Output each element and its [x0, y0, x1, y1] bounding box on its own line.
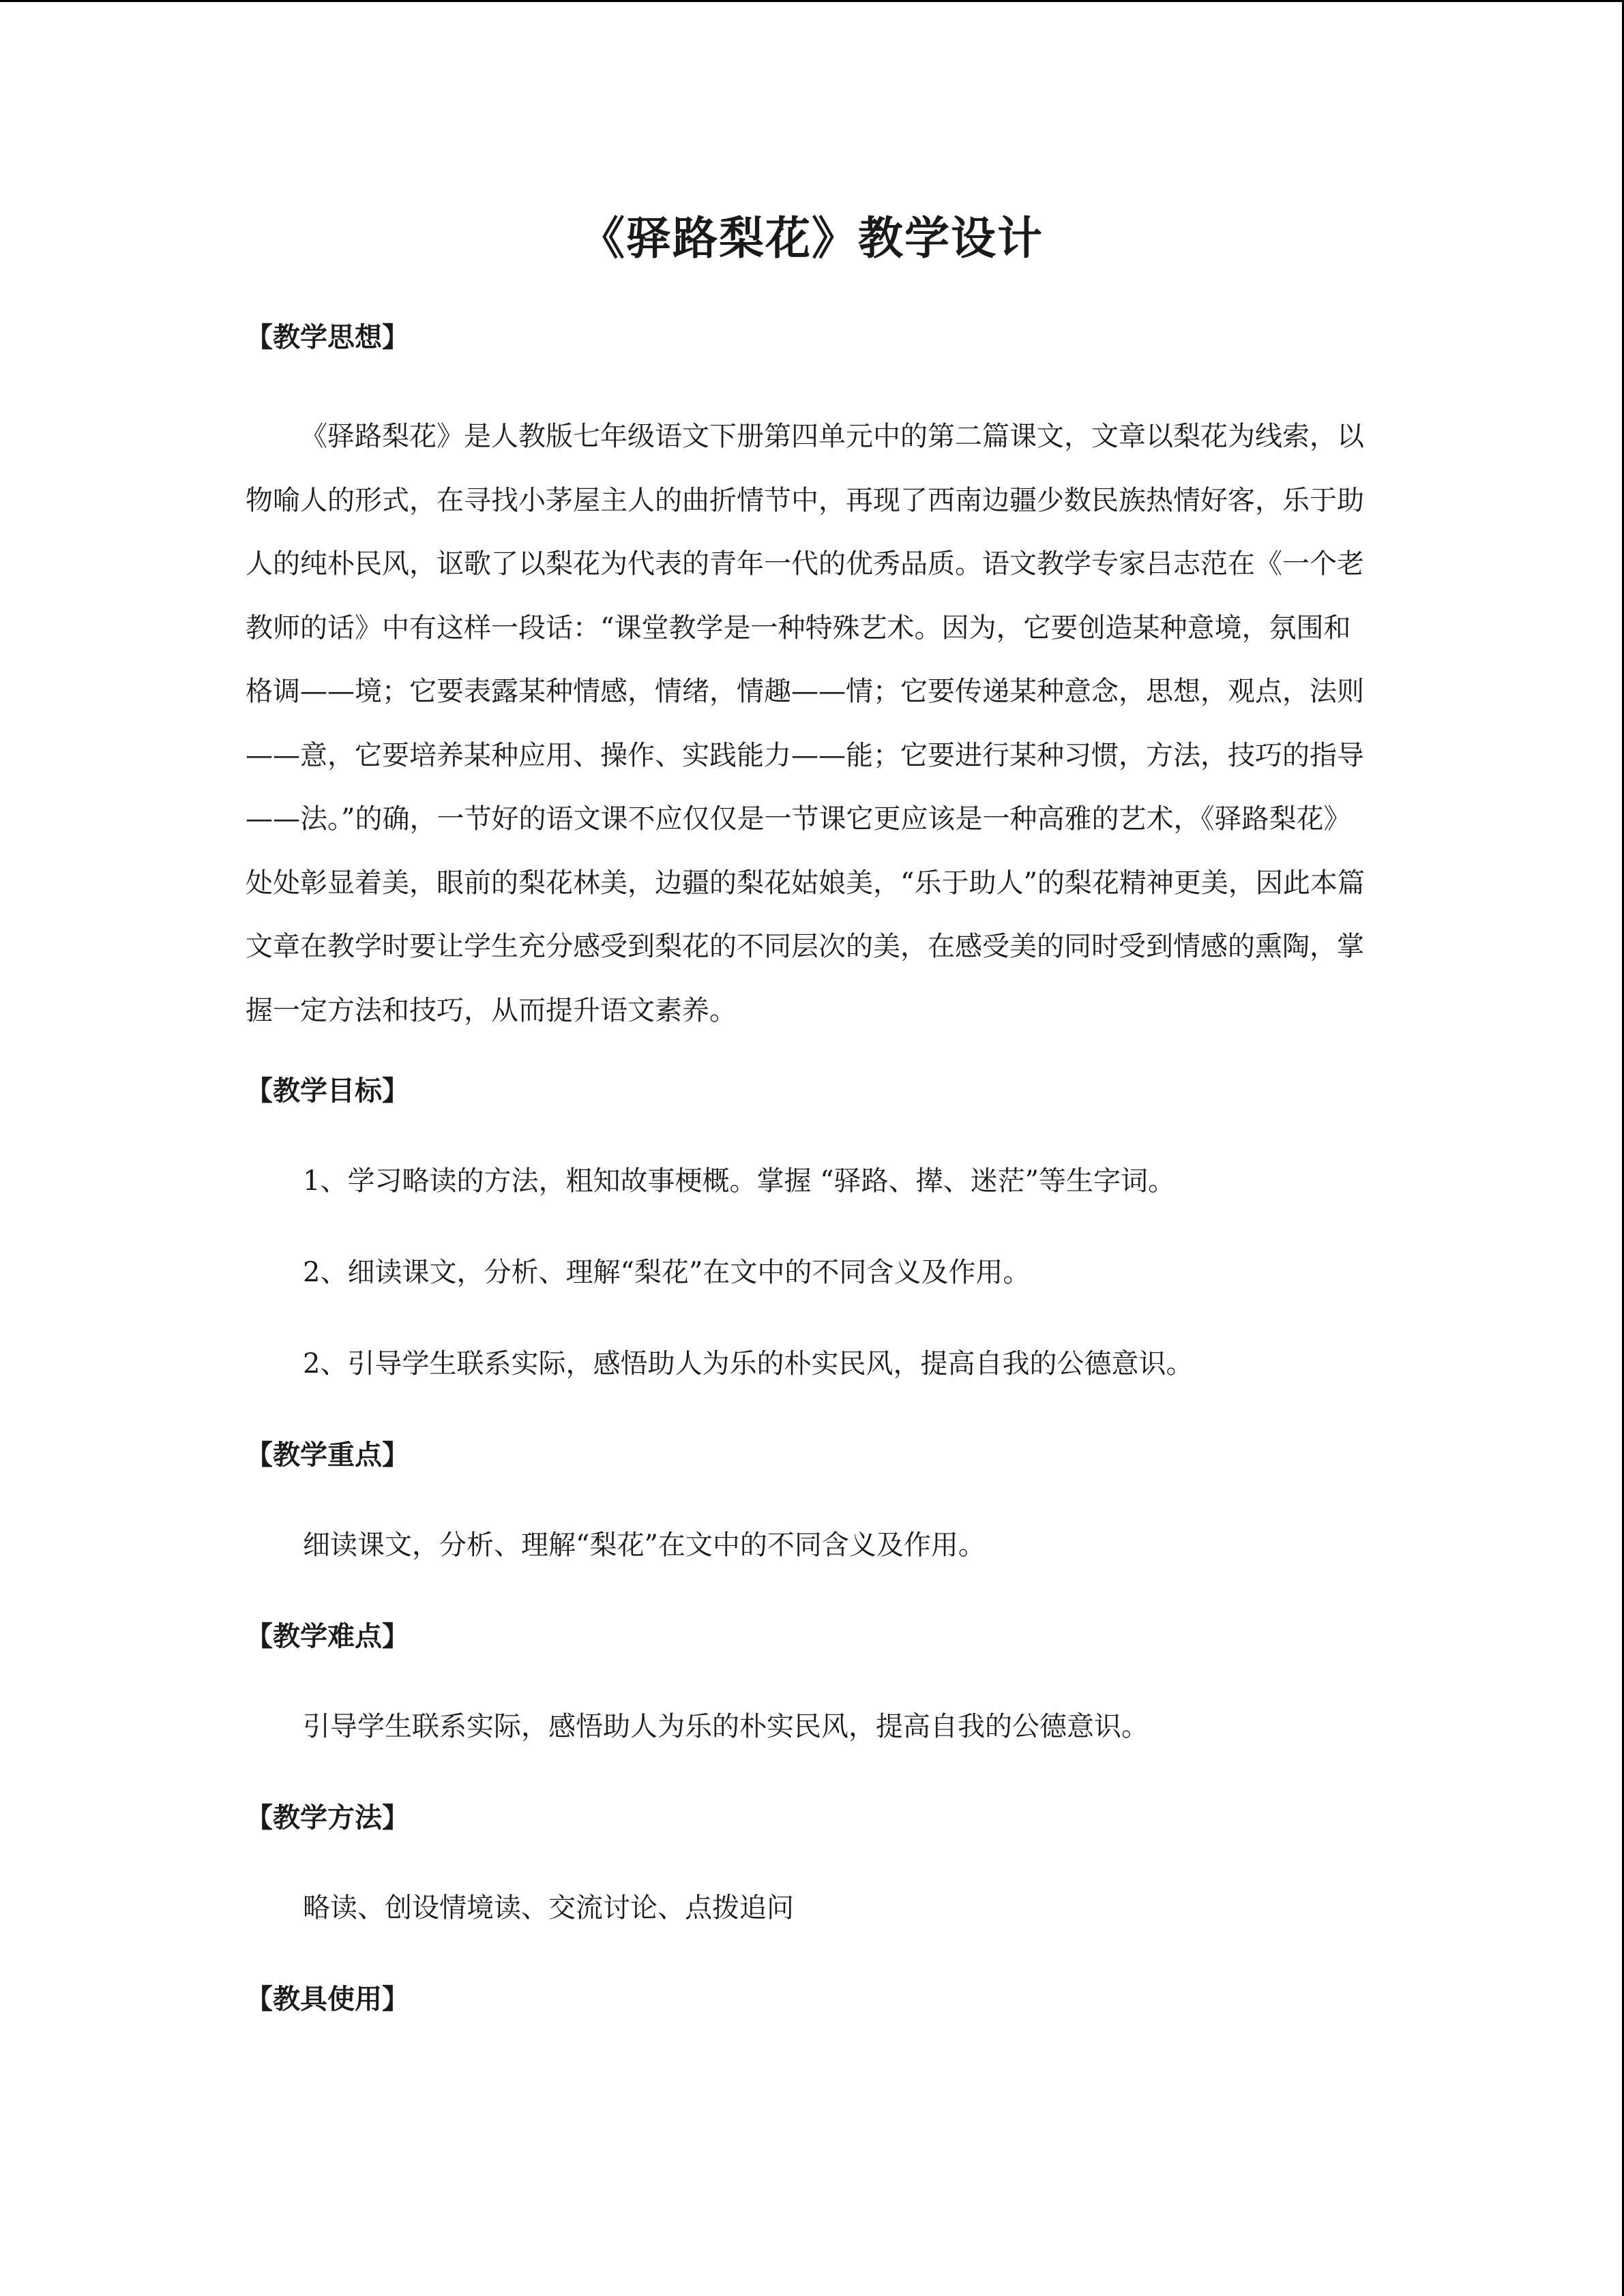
heading-teaching-thought: 【教学思想】: [246, 322, 409, 353]
goal-item-3: 2、引导学生联系实际，感悟助人为乐的朴实民风，提高自我的公德意识。: [303, 1348, 1194, 1380]
document-title: 《驿路梨花》教学设计: [580, 212, 1044, 265]
key-points-text: 细读课文，分析、理解“梨花”在文中的不同含义及作用。: [303, 1530, 986, 1561]
heading-tools: 【教具使用】: [246, 1984, 409, 2015]
methods-text: 略读、创设情境读、交流讨论、点拨追问: [303, 1892, 794, 1924]
document-body: [246, 205, 1378, 2067]
page-top-border: [0, 0, 1624, 2]
paragraph-teaching-thought: 《驿路梨花》是人教版七年级语文下册第四单元中的第二篇课文，文章以梨花为线索，以物喻人的形式，在寻找小茅屋主人的曲折情节中，再现了西南边疆少数民族热情好客，乐于助人的纯朴民风，讴歌了以梨花为代表的青年一代的优秀品质。语文教学专家吕志范在《一个老教师的话》中有这样一段话：“课堂教学是一种特殊艺术。因为，它要创造某种意境，氛围和格调——境；它要表露某种情感，情绪，情趣——情；它要传递某种意念，思想，观点，法则——意，它要培养某种应用、操作、实践能力——能；它要进行某种习惯，方法，技巧的指导——法。”的确，一节好的语文课不应仅仅是一节课它更应该是一种高雅的艺术，《驿路梨花》处处彰显着美，眼前的梨花林美，边疆的梨花姑娘美，“乐于助人”的梨花精神更美，因此本篇文章在教学时要让学生充分感受到梨花的不同层次的美，在感受美的同时受到情感的熏陶，掌握一定方法和技巧，从而提升语文素养。: [246, 421, 1365, 1026]
heading-difficulties: 【教学难点】: [246, 1621, 409, 1652]
heading-teaching-goals: 【教学目标】: [246, 1075, 409, 1107]
heading-methods: 【教学方法】: [246, 1802, 409, 1834]
heading-key-points: 【教学重点】: [246, 1440, 409, 1471]
goal-item-1: 1、学习略读的方法，粗知故事梗概。掌握 “驿路、撵、迷茫”等生字词。: [303, 1165, 1176, 1197]
difficulties-text: 引导学生联系实际，感悟助人为乐的朴实民风，提高自我的公德意识。: [303, 1711, 1149, 1742]
goal-item-2: 2、细读课文，分析、理解“梨花”在文中的不同含义及作用。: [303, 1257, 1031, 1288]
